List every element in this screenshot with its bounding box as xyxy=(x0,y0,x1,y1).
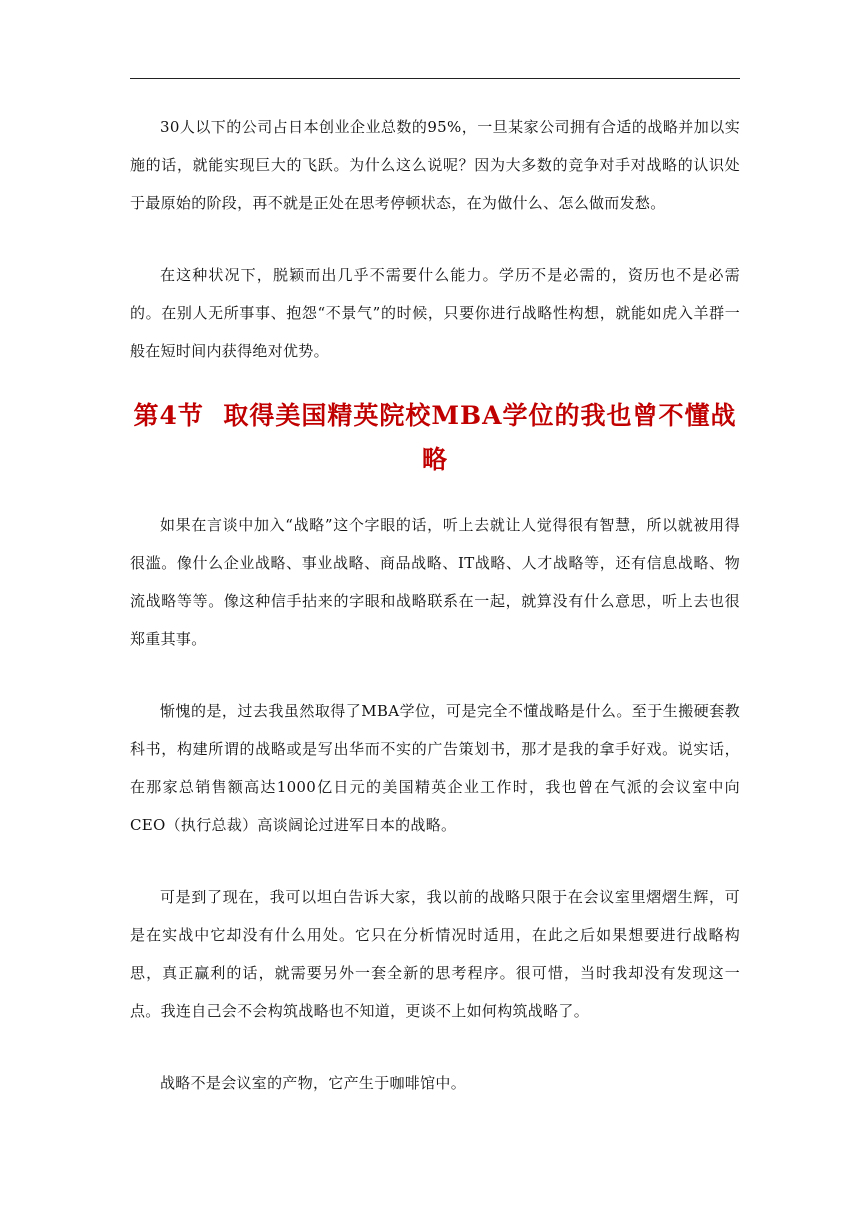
paragraph-1: 30人以下的公司占日本创业企业总数的95%，一旦某家公司拥有合适的战略并加以实施的话，就能实现巨大的飞跃。为什么这么说呢？因为大多数的竞争对手对战略的认识处于最原始的阶段，再不就是正处在思考停顿状态，在为做什么、怎么做而发愁。 xyxy=(130,118,740,212)
section-title: 取得美国精英院校MBA学位的我也曾不懂战略 xyxy=(223,401,737,474)
paragraph-4: 惭愧的是，过去我虽然取得了MBA学位，可是完全不懂战略是什么。至于生搬硬套教科书，构建所谓的战略或是写出华而不实的广告策划书，那才是我的拿手好戏。说实话，在那家总销售额高达1000亿日元的美国精英企业工作时，我也曾在气派的会议室中向CEO（执行总裁）高谈阔论过进军日本的战略。 xyxy=(130,702,740,834)
paragraph-3: 如果在言谈中加入“战略”这个字眼的话，听上去就让人觉得很有智慧，所以就被用得很滥。像什么企业战略、事业战略、商品战略、IT战略、人才战略等，还有信息战略、物流战略等等。像这种信手拈来的字眼和战略联系在一起，就算没有什么意思，听上去也很郑重其事。 xyxy=(130,516,740,648)
document-body xyxy=(130,108,740,1102)
header-rule xyxy=(130,78,740,79)
section-heading xyxy=(130,394,740,482)
paragraph-2: 在这种状况下，脱颖而出几乎不需要什么能力。学历不是必需的，资历也不是必需的。在别人无所事事、抱怨“不景气”的时候，只要你进行战略性构想，就能如虎入羊群一般在短时间内获得绝对优势。 xyxy=(130,266,740,360)
paragraph-6: 战略不是会议室的产物，它产生于咖啡馆中。 xyxy=(160,1074,467,1092)
section-number: 第4节 xyxy=(133,401,204,430)
paragraph-5: 可是到了现在，我可以坦白告诉大家，我以前的战略只限于在会议室里熠熠生辉，可是在实战中它却没有什么用处。它只在分析情况时适用，在此之后如果想要进行战略构思，真正赢利的话，就需要另外一套全新的思考程序。很可惜，当时我却没有发现这一点。我连自己会不会构筑战略也不知道，更谈不上如何构筑战略了。 xyxy=(130,888,740,1020)
